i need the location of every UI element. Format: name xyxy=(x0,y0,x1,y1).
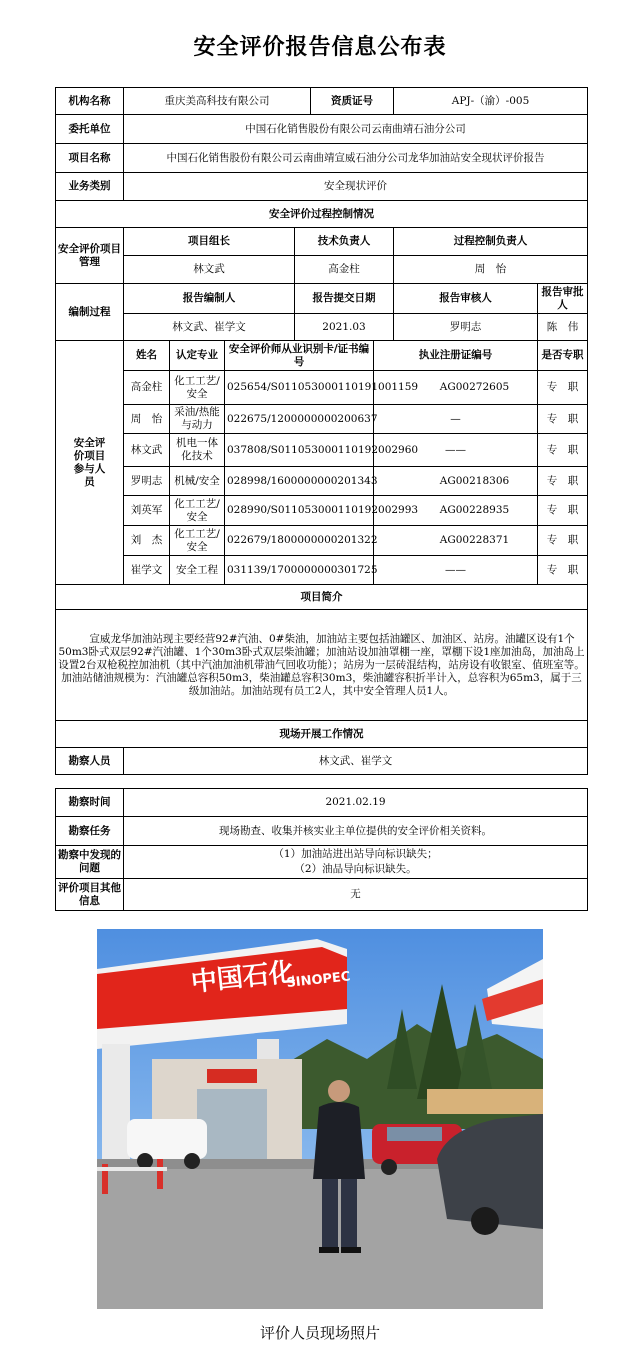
staff-name: 林文武 xyxy=(124,434,170,467)
staff-label: 安全评价项目参与人员 xyxy=(56,341,124,585)
staff-reg: AG00218306 xyxy=(374,467,538,496)
intro-title: 项目简介 xyxy=(56,585,588,610)
staff-card: 037808/S011053000110192002960 xyxy=(225,434,374,467)
reviewer-header: 报告审核人 xyxy=(394,284,538,314)
ctrl-value: 周 怡 xyxy=(394,256,588,284)
table-row xyxy=(56,467,588,496)
survey-issue-item: （1）加油站进出站导向标识缺失； xyxy=(273,848,438,860)
staff-card: 025654/S011053000110191001159 xyxy=(225,371,374,405)
survey-issues-label: 勘察中发现的问题 xyxy=(56,846,124,879)
staff-reg: —— xyxy=(374,434,538,467)
tech-value: 高金柱 xyxy=(295,256,394,284)
survey-other-label: 评价项目其他信息 xyxy=(56,879,124,911)
staff-card: 022679/1800000000201322 xyxy=(225,526,374,556)
staff-header-card: 安全评价师从业识别卡/证书编号 xyxy=(225,341,374,371)
staff-major: 机械/安全 xyxy=(170,467,225,496)
staff-major: 安全工程 xyxy=(170,556,225,585)
project-label: 项目名称 xyxy=(56,144,124,173)
staff-name: 周 怡 xyxy=(124,405,170,434)
page-title: 安全评价报告信息公布表 xyxy=(193,35,447,60)
photo-caption: 评价人员现场照片 xyxy=(259,1324,380,1342)
staff-major: 化工工艺/安全 xyxy=(170,496,225,526)
staff-card: 028998/1600000000201343 xyxy=(225,467,374,496)
site-photo-illustration xyxy=(97,929,543,1309)
staff-major: 机电一体化技术 xyxy=(170,434,225,467)
business-value: 安全现状评价 xyxy=(124,173,588,201)
compile-label: 编制过程 xyxy=(56,284,124,341)
staff-major: 采油/热能与动力 xyxy=(170,405,225,434)
staff-header-name: 姓名 xyxy=(124,341,170,371)
site-title: 现场开展工作情况 xyxy=(56,721,588,748)
ctrl-header: 过程控制负责人 xyxy=(394,228,588,256)
cert-label: 资质证号 xyxy=(311,88,394,115)
staff-full: 专 职 xyxy=(538,467,588,496)
approver-value: 陈 伟 xyxy=(538,314,588,341)
staff-full: 专 职 xyxy=(538,526,588,556)
staff-name: 高金柱 xyxy=(124,371,170,405)
leader-header: 项目组长 xyxy=(124,228,295,256)
approver-header: 报告审批人 xyxy=(538,284,588,314)
survey-issue-item: （2）油品导向标识缺失。 xyxy=(294,863,417,875)
client-label: 委托单位 xyxy=(56,115,124,144)
table-row xyxy=(56,556,588,585)
table-row xyxy=(56,496,588,526)
mgmt-label: 安全评价项目管理 xyxy=(56,228,124,284)
staff-header-reg: 执业注册证编号 xyxy=(374,341,538,371)
compiler-header: 报告编制人 xyxy=(124,284,295,314)
staff-reg: AG00272605 xyxy=(374,371,538,405)
staff-reg: —— xyxy=(374,556,538,585)
staff-card: 028990/S011053000110192002993 xyxy=(225,496,374,526)
survey-issues xyxy=(124,846,588,879)
reviewer-value: 罗明志 xyxy=(394,314,538,341)
survey-other: 无 xyxy=(124,879,588,911)
date-value: 2021.03 xyxy=(295,314,394,341)
staff-name: 刘英军 xyxy=(124,496,170,526)
tech-header: 技术负责人 xyxy=(295,228,394,256)
intro-text: 宣威龙华加油站现主要经营92#汽油、0#柴油，加油站主要包括油罐区、加油区、站房。油罐区设有1个50m3卧式双层92#汽油罐、1个30m3卧式双层柴油罐；加油站设加油罩棚一座，罩棚下设1座加油岛，加油岛上设置2台双枪税控加油机（其中汽油加油机带油气回收功能）；站房为一层砖混结构，站房设有收银室、值班室等。加油站储油规模为：汽油罐总容积50m3，柴油罐总容积30m3，柴油罐容积折半计入，总容积为65m3，属于三级加油站。加油站现有员工2人，其中安全管理人员1人。 xyxy=(56,610,588,721)
canopy-brand-en: SINOPEC xyxy=(285,969,352,991)
cert-value: APJ-（渝）-005 xyxy=(394,88,588,115)
staff-major: 化工工艺/安全 xyxy=(170,526,225,556)
survey-task: 现场勘查、收集并核实业主单位提供的安全评价相关资料。 xyxy=(124,817,588,846)
process-section-title: 安全评价过程控制情况 xyxy=(56,201,588,228)
staff-reg: — xyxy=(374,405,538,434)
staff-header-full: 是否专职 xyxy=(538,341,588,371)
leader-value: 林文武 xyxy=(124,256,295,284)
staff-full: 专 职 xyxy=(538,556,588,585)
business-label: 业务类别 xyxy=(56,173,124,201)
staff-header-major: 认定专业 xyxy=(170,341,225,371)
compiler-value: 林文武、崔学文 xyxy=(124,314,295,341)
org-value: 重庆美高科技有限公司 xyxy=(124,88,311,115)
table-row xyxy=(56,405,588,434)
staff-card: 022675/1200000000200637 xyxy=(225,405,374,434)
canopy-brand-cn: 中国石化 xyxy=(189,957,297,998)
table-row xyxy=(56,371,588,405)
inspector-label: 勘察人员 xyxy=(56,748,124,775)
staff-reg: AG00228371 xyxy=(374,526,538,556)
staff-major: 化工工艺/安全 xyxy=(170,371,225,405)
staff-card: 031139/1700000000301725 xyxy=(225,556,374,585)
survey-time-label: 勘察时间 xyxy=(56,789,124,817)
staff-full: 专 职 xyxy=(538,496,588,526)
project-value: 中国石化销售股份有限公司云南曲靖宣威石油分公司龙华加油站安全现状评价报告 xyxy=(124,144,588,173)
staff-full: 专 职 xyxy=(538,371,588,405)
survey-time: 2021.02.19 xyxy=(124,789,588,817)
org-label: 机构名称 xyxy=(56,88,124,115)
client-value: 中国石化销售股份有限公司云南曲靖石油分公司 xyxy=(124,115,588,144)
staff-name: 罗明志 xyxy=(124,467,170,496)
site-photo xyxy=(97,929,543,1309)
staff-name: 崔学文 xyxy=(124,556,170,585)
date-header: 报告提交日期 xyxy=(295,284,394,314)
staff-reg: AG00228935 xyxy=(374,496,538,526)
staff-name: 刘 杰 xyxy=(124,526,170,556)
survey-task-label: 勘察任务 xyxy=(56,817,124,846)
survey-table xyxy=(55,788,588,911)
table-row xyxy=(56,434,588,467)
staff-full: 专 职 xyxy=(538,434,588,467)
table-row xyxy=(56,526,588,556)
info-table xyxy=(55,87,588,775)
staff-full: 专 职 xyxy=(538,405,588,434)
inspector-value: 林文武、崔学文 xyxy=(124,748,588,775)
